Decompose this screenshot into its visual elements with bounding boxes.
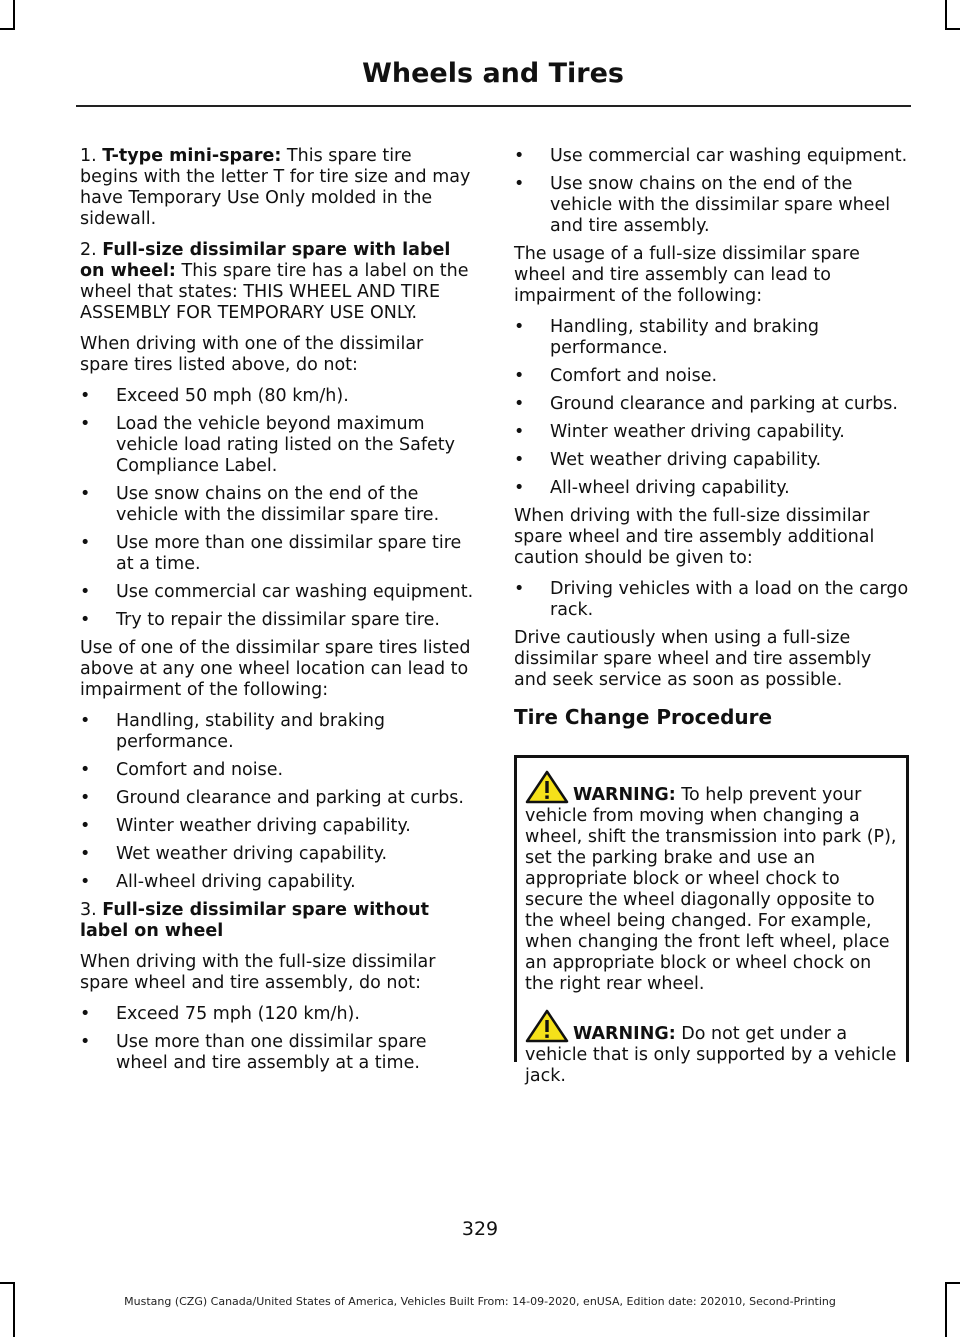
paragraph-full-size-label xyxy=(80,240,475,324)
warning-text: Do not get under a vehicle that is only supported by a vehicle jack. xyxy=(525,1024,897,1086)
list-item xyxy=(514,366,909,387)
right-column xyxy=(514,146,909,1086)
crop-mark xyxy=(13,0,15,30)
paragraph-drive-cautiously: Drive cautiously when using a full-size dissimilar spare wheel and tire assembly and seek service as soon as possible. xyxy=(514,628,872,690)
list-item-text: Load the vehicle beyond maximum vehicle load rating listed on the Safety Compliance Label. xyxy=(116,414,456,476)
list-item xyxy=(80,533,475,575)
list-restrictions xyxy=(80,386,475,631)
item-label: Full-size dissimilar spare with label on wheel: xyxy=(80,240,451,281)
list-item-text: Winter weather driving capability. xyxy=(550,422,845,442)
warning-label: WARNING: xyxy=(573,785,676,805)
list-item xyxy=(80,788,475,809)
bullet: • xyxy=(80,844,91,864)
item-label: T-type mini-spare: xyxy=(102,146,282,166)
bullet: • xyxy=(80,533,91,553)
list-item xyxy=(80,872,475,893)
list-item-text: Wet weather driving capability. xyxy=(550,450,822,470)
list-item xyxy=(80,484,475,526)
warning-label: WARNING: xyxy=(573,1024,676,1044)
list-item-text: Try to repair the dissimilar spare tire. xyxy=(116,610,440,630)
bullet: • xyxy=(514,174,525,194)
paragraph-full-size-no-label xyxy=(80,900,475,942)
list-item xyxy=(514,174,909,237)
bullet: • xyxy=(514,579,525,599)
bullet: • xyxy=(80,610,91,630)
list-item xyxy=(514,478,909,499)
list-item-text: Use more than one dissimilar spare wheel and tire assembly at a time. xyxy=(116,1032,427,1073)
list-item xyxy=(80,414,475,477)
list-item xyxy=(80,386,475,407)
warning-triangle-icon xyxy=(525,1009,569,1043)
list-impairments xyxy=(80,711,475,893)
warning-box xyxy=(514,755,909,1086)
bullet: • xyxy=(80,386,91,406)
list-item xyxy=(80,1004,475,1025)
bullet: • xyxy=(80,1004,91,1024)
paragraph-caution-intro: When driving with the full-size dissimilar spare wheel and tire assembly additional caution should be given to: xyxy=(514,506,875,568)
list-item-text: Wet weather driving capability. xyxy=(116,844,388,864)
list-item xyxy=(514,579,909,621)
warning-text: To help prevent your vehicle from moving when changing a wheel, shift the transmission into park (P), set the parking brake and use an appropriate block or wheel chock to secure the wheel diagonally opposite to the wheel being changed. For example, when changing the front left wheel, place an appropriate block or wheel chock on the right rear wheel. xyxy=(525,785,897,994)
warning-paragraph xyxy=(525,770,898,995)
list-item xyxy=(80,844,475,865)
list-item-text: Use snow chains on the end of the vehicle with the dissimilar spare wheel and tire assembly. xyxy=(550,174,891,236)
list-item-text: Comfort and noise. xyxy=(550,366,718,386)
bullet: • xyxy=(514,146,525,166)
item-text: This spare tire has a label on the wheel that states: THIS WHEEL AND TIRE ASSEMBLY FOR TEMPORARY USE ONLY. xyxy=(80,261,469,323)
list-item-text: Driving vehicles with a load on the cargo rack. xyxy=(550,579,909,620)
bullet: • xyxy=(514,478,525,498)
crop-mark xyxy=(0,1282,14,1284)
list-full-size-restrictions xyxy=(80,1004,475,1074)
list-item xyxy=(80,610,475,631)
list-item-text: Handling, stability and braking performance. xyxy=(116,711,386,752)
crop-mark xyxy=(946,28,960,30)
list-item-text: Use commercial car washing equipment. xyxy=(116,582,474,602)
paragraph-usage-impairment: The usage of a full-size dissimilar spare wheel and tire assembly can lead to impairment of the following: xyxy=(514,244,860,306)
list-item xyxy=(80,760,475,781)
list-item xyxy=(514,146,909,167)
list-item xyxy=(514,450,909,471)
crop-mark xyxy=(0,28,14,30)
list-item-text: All-wheel driving capability. xyxy=(116,872,356,892)
list-item-text: Use snow chains on the end of the vehicle with the dissimilar spare tire. xyxy=(116,484,440,525)
bullet: • xyxy=(514,394,525,414)
list-item-text: Comfort and noise. xyxy=(116,760,284,780)
section-heading: Tire Change Procedure xyxy=(514,705,773,729)
list-item-text: Exceed 50 mph (80 km/h). xyxy=(116,386,349,406)
bullet: • xyxy=(514,450,525,470)
list-item xyxy=(80,816,475,837)
bullet: • xyxy=(514,317,525,337)
bullet: • xyxy=(514,422,525,442)
list-item-text: Handling, stability and braking performance. xyxy=(550,317,820,358)
header-divider xyxy=(76,105,911,107)
bullet: • xyxy=(80,760,91,780)
bullet: • xyxy=(514,366,525,386)
item-number: 3. xyxy=(80,900,103,920)
list-full-size-restrictions-cont xyxy=(514,146,909,237)
paragraph-do-not-intro: When driving with one of the dissimilar spare tires listed above, do not: xyxy=(80,334,424,375)
page-number: 329 xyxy=(461,1218,499,1240)
list-item xyxy=(80,582,475,603)
paragraph-full-size-do-not: When driving with the full-size dissimilar spare wheel and tire assembly, do not: xyxy=(80,952,436,993)
bullet: • xyxy=(80,582,91,602)
item-number: 2. xyxy=(80,240,103,260)
page-title: Wheels and Tires xyxy=(362,58,624,89)
list-item xyxy=(514,422,909,443)
item-text: This spare tire begins with the letter T for tire size and may have Temporary Use Only molded in the sidewall. xyxy=(80,146,471,229)
warning-triangle-icon xyxy=(525,770,569,804)
list-item xyxy=(80,711,475,753)
list-item-text: Use more than one dissimilar spare tire at a time. xyxy=(116,533,462,574)
list-item-text: Use commercial car washing equipment. xyxy=(550,146,908,166)
list-item xyxy=(514,317,909,359)
bullet: • xyxy=(80,484,91,504)
crop-mark xyxy=(945,0,947,30)
item-number: 1. xyxy=(80,146,103,166)
crop-mark xyxy=(13,1282,15,1337)
list-item xyxy=(514,394,909,415)
item-label: Full-size dissimilar spare without label on wheel xyxy=(80,900,429,941)
list-caution xyxy=(514,579,909,621)
crop-mark xyxy=(946,1282,960,1284)
list-item-text: Winter weather driving capability. xyxy=(116,816,411,836)
bullet: • xyxy=(80,872,91,892)
list-item xyxy=(80,1032,475,1074)
paragraph-impairment-intro: Use of one of the dissimilar spare tires listed above at any one wheel location can lead to impairment of the following: xyxy=(80,638,471,700)
paragraph-t-type xyxy=(80,146,475,230)
bullet: • xyxy=(80,1032,91,1052)
bullet: • xyxy=(80,788,91,808)
footer-text: Mustang (CZG) Canada/United States of America, Vehicles Built From: 14-09-2020, enUSA, Edition date: 202010, Second-Printing xyxy=(124,1295,836,1308)
warning-paragraph xyxy=(525,1009,898,1087)
bullet: • xyxy=(80,414,91,434)
bullet: • xyxy=(80,711,91,731)
left-column xyxy=(80,146,475,1081)
list-item-text: Ground clearance and parking at curbs. xyxy=(550,394,898,414)
list-item-text: Exceed 75 mph (120 km/h). xyxy=(116,1004,360,1024)
list-item-text: Ground clearance and parking at curbs. xyxy=(116,788,464,808)
crop-mark xyxy=(945,1282,947,1337)
list-item-text: All-wheel driving capability. xyxy=(550,478,790,498)
bullet: • xyxy=(80,816,91,836)
list-full-size-impairments xyxy=(514,317,909,499)
